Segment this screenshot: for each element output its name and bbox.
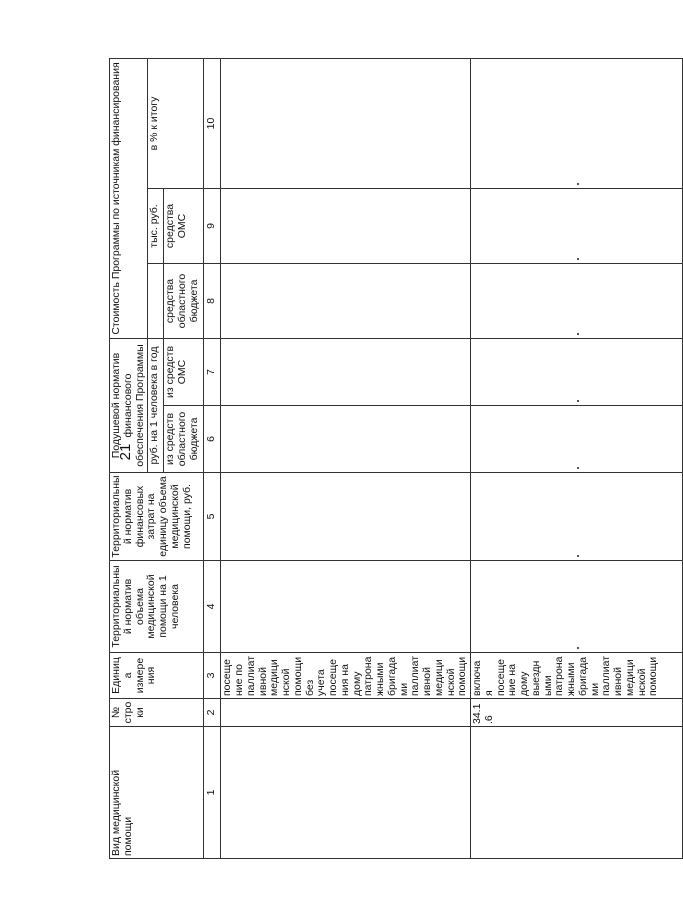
row-cost-oms	[221, 189, 471, 264]
column-number: 4	[204, 561, 221, 653]
column-number: 3	[204, 653, 221, 699]
row-line-number	[221, 699, 471, 727]
table-row	[471, 59, 683, 859]
row-kind	[221, 727, 471, 859]
row-percent-total	[471, 59, 683, 189]
row-cost-oms	[471, 189, 683, 264]
row-kind	[471, 727, 683, 859]
dot-mark	[577, 258, 579, 260]
row-regional-budget	[221, 406, 471, 473]
column-number: 7	[204, 339, 221, 406]
row-cost-regional-budget	[471, 264, 683, 339]
header-kind: Вид медицинской помощи	[110, 727, 204, 859]
dot-mark	[577, 333, 579, 335]
column-number: 5	[204, 473, 221, 561]
header-cost-oms: средства ОМС	[164, 189, 204, 264]
column-number: 1	[204, 727, 221, 859]
column-number: 8	[204, 264, 221, 339]
dot-mark	[577, 647, 579, 649]
header-line-number: № строки	[110, 699, 204, 727]
header-cost-norm: Территориальный норматив финансовых затрат на единицу объема медицинской помощи, руб.	[110, 473, 204, 561]
column-number-row	[204, 59, 221, 859]
row-unit: включая посещение на дому выездными патронажными бригадами паллиативной медицинской помощи	[471, 653, 683, 699]
page-number: 21	[117, 443, 134, 461]
dot-mark	[577, 555, 579, 557]
column-number: 2	[204, 699, 221, 727]
rotated-table-frame	[109, 59, 660, 859]
column-number: 10	[204, 59, 221, 189]
row-volume-norm	[221, 561, 471, 653]
dot-mark	[577, 183, 579, 185]
column-number: 9	[204, 189, 221, 264]
row-oms	[221, 339, 471, 406]
row-cost-norm	[221, 473, 471, 561]
header-cost-regional-budget: средства областного бюджета	[164, 264, 204, 339]
dot-mark	[577, 467, 579, 469]
program-cost-table	[109, 58, 683, 859]
row-oms	[471, 339, 683, 406]
row-unit: посещение по паллиативной медицинской помощи без учета посещения на дому патронажными бригадами паллиативной медицинской помощи	[221, 653, 471, 699]
row-cost-regional-budget	[221, 264, 471, 339]
header-per-capita-unit: руб. на 1 человека в год	[148, 339, 164, 473]
header-cost-spacer	[148, 264, 164, 339]
row-line-number: 34.1.6	[471, 699, 683, 727]
header-regional-budget: из средств областного бюджета	[164, 406, 204, 473]
row-cost-norm	[471, 473, 683, 561]
row-percent-total	[221, 59, 471, 189]
header-per-capita-group: Подушевой норматив финансового обеспечения Программы	[110, 339, 148, 473]
dot-mark	[577, 400, 579, 402]
table-row	[221, 59, 471, 859]
table-container	[109, 59, 660, 859]
header-unit: Единица измерения	[110, 653, 204, 699]
column-number: 6	[204, 406, 221, 473]
row-regional-budget	[471, 406, 683, 473]
row-volume-norm	[471, 561, 683, 653]
header-cost-unit: тыс. руб.	[148, 189, 164, 264]
header-program-cost-group: Стоимость Программы по источникам финансирования	[110, 59, 148, 339]
header-row-1	[110, 59, 148, 859]
header-volume-norm: Территориальный норматив объема медицинской помощи на 1 человека	[110, 561, 204, 653]
header-percent-total: в % к итогу	[148, 59, 204, 189]
header-oms: из средств ОМС	[164, 339, 204, 406]
